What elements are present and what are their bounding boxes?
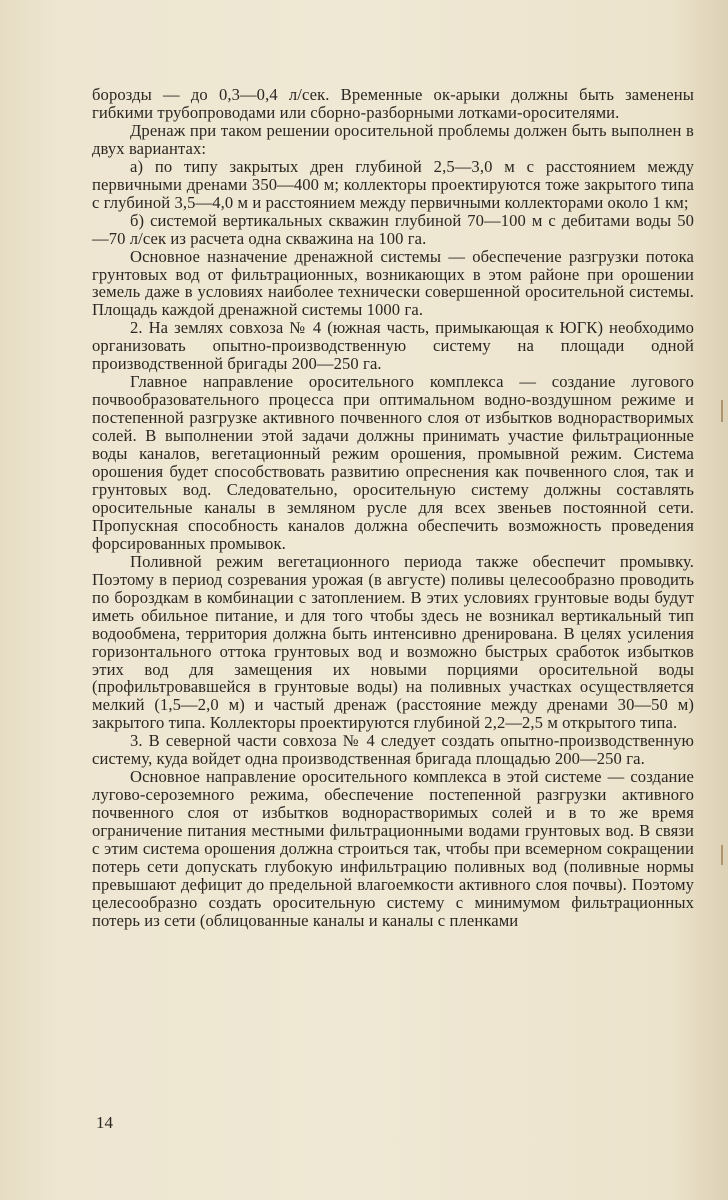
edge-mark-top	[721, 400, 723, 422]
page-number: 14	[96, 1113, 113, 1132]
paragraph-2: Дренаж при таком решении оросительной проблемы должен быть выполнен в двух вариантах:	[92, 120, 694, 158]
paragraph-6: 2. На землях совхоза № 4 (южная часть, примыкающая к ЮГК) необходимо организовать опытно-производственную систему на площади одной производственной бригады 200—250 га.	[92, 318, 694, 374]
body-text	[92, 86, 694, 930]
paragraph-7: Главное направление оросительного комплекса — создание лугового почвообразовательного процесса при оптимальном водно-воздушном режиме и постепенной разгрузке активного почвенного слоя от избытков воднорастворимых солей. В выполнении этой задачи должны принимать участие фильтрационные воды каналов, вегетационный режим орошения, промывной режим. Система орошения будет способствовать развитию опреснения как почвенного слоя, так и грунтовых вод. Следовательно, оросительную систему должны составлять оросительные каналы в земляном русле для всех звеньев постоянной сети. Пропускная способность каналов должна обеспечить возможность проведения форсированных промывок.	[92, 372, 694, 553]
paragraph-9: 3. В северной части совхоза № 4 следует создать опытно-производственную систему, куда войдет одна производственная бригада площадью 200—250 га.	[92, 731, 694, 769]
paragraph-3: а) по типу закрытых дрен глубиной 2,5—3,0 м с расстоянием между первичными дренами 350—400 м; коллекторы проектируются тоже закрытого типа с глубиной 3,5—4,0 м и расстоянием между первичными коллекторами около 1 км;	[92, 156, 694, 212]
paragraph-5: Основное назначение дренажной системы — обеспечение разгрузки потока грунтовых вод от фильтрационных, возникающих в этом районе при орошении земель даже в условиях наиболее технически совершенной оросительной системы. Площадь каждой дренажной системы 1000 га.	[92, 246, 694, 320]
edge-mark-bottom	[721, 845, 723, 865]
paragraph-1: борозды — до 0,3—0,4 л/сек. Временные ок-арыки должны быть заменены гибкими трубопроводами или сборно-разборными лотками-оросителями.	[92, 85, 694, 122]
paragraph-10: Основное направление оросительного комплекса в этой системе — создание лугово-сероземного режима, обеспечение постепенной разгрузки активного почвенного слоя от избытков воднорастворимых солей и в то же время ограничение питания местными фильтрационными водами грунтовых вод. В связи с этим система орошения должна строиться так, чтобы при всемерном сокращении потерь сети допускать глубокую инфильтрацию поливных вод (поливные нормы превышают дефицит до предельной влагоемкости активного слоя почвы). Поэтому целесообразно создать оросительную систему с минимумом фильтрационных потерь из сети (облицованные каналы и каналы с пленками	[92, 767, 694, 930]
paragraph-4: б) системой вертикальных скважин глубиной 70—100 м с дебитами воды 50—70 л/сек из расчета одна скважина на 100 га.	[92, 210, 694, 248]
paragraph-8: Поливной режим вегетационного периода также обеспечит промывку. Поэтому в период созревания урожая (в августе) поливы целесообразно проводить по бороздкам в комбинации с затоплением. В этих условиях грунтовые воды будут иметь обильное питание, и для того чтобы здесь не возникал вертикальный тип водообмена, территория должна быть интенсивно дренирована. В целях усиления горизонтального оттока грунтовых вод и возможно быстрых сработок избытков этих вод для замещения их новыми порциями оросительной воды (профильтровавшейся в грунтовые воды) на поливных участках осуществляется мелкий (1,5—2,0 м) и частый дренаж (расстояние между дренами 30—50 м) закрытого типа. Коллекторы проектируются глубиной 2,2—2,5 м открытого типа.	[92, 551, 694, 733]
